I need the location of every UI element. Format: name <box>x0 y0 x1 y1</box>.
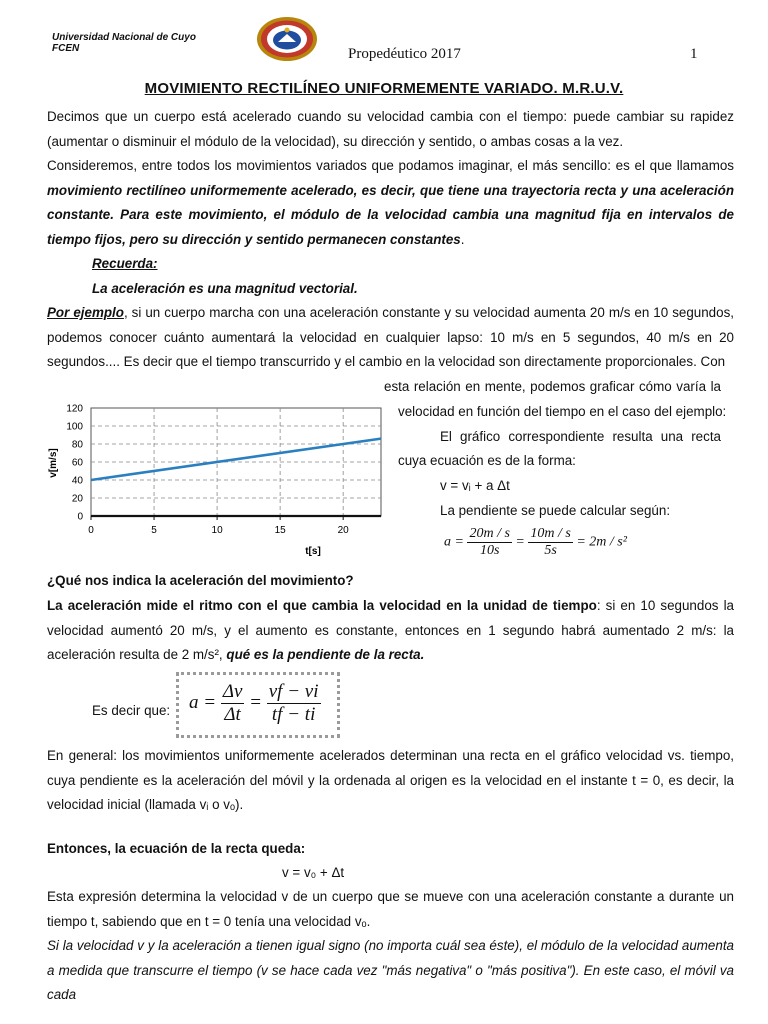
side-line-1: esta relación en mente, podemos graficar cómo varía la <box>384 379 721 394</box>
slope-calculation <box>444 526 627 559</box>
slope-den-1: 10s <box>479 543 500 558</box>
university-seal-logo <box>256 16 318 62</box>
recuerda-label: Recuerda: <box>92 256 158 271</box>
acceleration-formula-box <box>176 672 340 738</box>
velocity-time-chart <box>40 398 386 560</box>
expression-paragraph: Esta expresión determina la velocidad v de un cuerpo que se mueve con una aceleración constante a durante un tiempo t, sabiendo que en t = 0 tenía una velocidad vₒ. <box>47 889 734 929</box>
example-label: Por ejemplo <box>47 305 124 320</box>
chart-x-axis-label: t[s] <box>305 546 321 557</box>
university-label: Universidad Nacional de Cuyo <box>52 32 196 43</box>
intro-paragraph: Decimos que un cuerpo está acelerado cuando su velocidad cambia con el tiempo: puede cambiar su rapidez (aumentar o disminuir el módulo de la velocidad), su dirección y sentido, o ambas cosas a la vez. <box>47 109 734 149</box>
answer-text: : si en 10 segundos la velocidad aumentó 20 m/s, y el aumento es constante, entonces en 1 segundo habrá aumentado 2 m/s: la aceleración resulta de 2 m/s², <box>47 598 734 662</box>
chart-y-tick-label: 0 <box>77 511 83 523</box>
slope-a: a = <box>444 534 464 550</box>
es-decir-label: Es decir que: <box>92 703 171 718</box>
answer-paragraph <box>47 594 734 668</box>
velocity-equation: v = vᵢ + a Δt <box>440 478 510 493</box>
chart-x-tick-label: 20 <box>337 525 349 536</box>
recuerda-text: La aceleración es una magnitud vectorial. <box>92 281 358 296</box>
formula-a: a = <box>189 691 217 713</box>
side-line-4: cuya ecuación es de la forma: <box>398 453 576 468</box>
slope-num-1: 20m / s <box>469 526 510 541</box>
definition-end: . <box>460 231 465 247</box>
formula-den-1: Δt <box>224 704 241 725</box>
answer-bold-italic: qué es la pendiente de la recta. <box>226 647 425 662</box>
side-line-3: El gráfico correspondiente resulta una recta <box>440 429 721 444</box>
chart-y-tick-label: 60 <box>71 457 83 469</box>
page-number: 1 <box>690 46 698 62</box>
definition-bold: movimiento rectilíneo uniformemente acelerado, es decir, que tiene una trayectoria recta y una aceleración constante. Para este movimiento, el módulo de la velocidad cambia una magnitud fija en intervalos de tiempo fijos, pero su dirección y sentido permanecen constantes <box>47 182 734 247</box>
formula-den-2: tf − ti <box>271 704 316 725</box>
side-line-5: La pendiente se puede calcular según: <box>440 503 671 518</box>
chart-x-tick-label: 5 <box>151 525 157 536</box>
entonces-heading: Entonces, la ecuación de la recta queda: <box>47 841 306 856</box>
answer-bold: La aceleración mide el ritmo con el que cambia la velocidad en la unidad de tiempo <box>47 598 597 613</box>
chart-y-tick-label: 40 <box>71 475 83 487</box>
formula-num-1: Δv <box>222 681 243 702</box>
document-title: MOVIMIENTO RECTILÍNEO UNIFORMEMENTE VARIADO. M.R.U.V. <box>144 80 624 97</box>
chart-y-tick-label: 120 <box>66 403 83 415</box>
formula-num-2: vf − vi <box>268 681 319 702</box>
general-paragraph: En general: los movimientos uniformemente acelerados determinan una recta en el gráfico velocidad vs. tiempo, cuya pendiente es la aceleración del móvil y la ordenada al origen es la velocidad en el instante t = 0, es decir, la velocidad inicial (llamada vᵢ o vₒ). <box>47 748 734 812</box>
side-line-2: velocidad en función del tiempo en el caso del ejemplo: <box>398 404 727 419</box>
faculty-label: FCEN <box>52 43 80 54</box>
italic-paragraph: Si la velocidad v y la aceleración a tienen igual signo (no importa cuál sea éste), el módulo de la velocidad aumenta a medida que transcurre el tiempo (v se hace cada vez "más negativa" o "más positiva"). En este caso, el móvil va cada <box>47 938 734 1002</box>
chart-x-tick-label: 0 <box>88 525 94 536</box>
formula-equals: = <box>249 691 262 713</box>
example-paragraph <box>47 301 734 375</box>
chart-y-tick-label: 20 <box>71 493 83 505</box>
chart-y-tick-label: 100 <box>66 421 83 433</box>
definition-paragraph <box>47 154 734 252</box>
chart-x-tick-label: 10 <box>211 525 223 536</box>
acceleration-formula <box>189 681 321 726</box>
example-text: , si un cuerpo marcha con una aceleración constante y su velocidad aumenta 20 m/s en 10 segundos, podemos conocer cuánto aumentará la velocidad en cualquier lapso: 10 m/s en 5 segundos, 40 m/s en 20 segundos.... Es decir que el tiempo transcurrido y el cambio en la velocidad son directamente proporcionales. Con <box>47 305 734 369</box>
slope-num-2: 10m / s <box>530 526 571 541</box>
slope-result: = 2m / s² <box>576 534 627 550</box>
question-heading: ¿Qué nos indica la aceleración del movimiento? <box>47 573 354 588</box>
chart-y-tick-label: 80 <box>71 439 83 451</box>
definition-intro: Consideremos, entre todos los movimientos variados que podamos imaginar, el más sencillo: es el que llamamos <box>47 158 734 173</box>
chart-x-tick-label: 15 <box>274 525 286 536</box>
chart-y-axis-label: v[m/s] <box>48 448 59 478</box>
slope-den-2: 5s <box>544 543 557 558</box>
line-equation: v = v₀ + Δt <box>282 865 345 880</box>
slope-equals: = <box>515 534 525 550</box>
course-name: Propedéutico 2017 <box>348 46 461 62</box>
university-name <box>52 32 196 54</box>
